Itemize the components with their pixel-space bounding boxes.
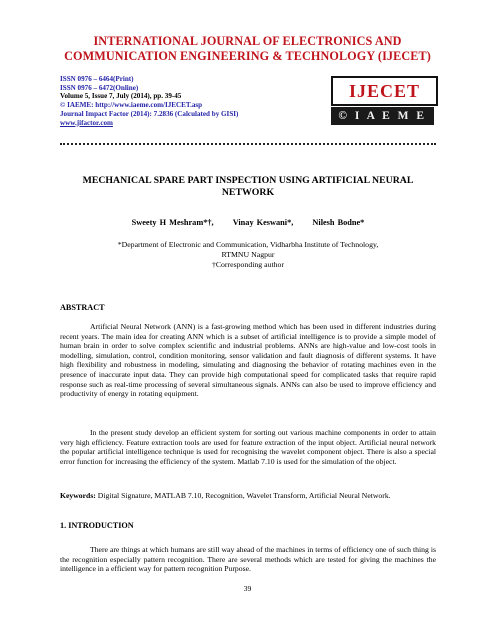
keywords-text: Digital Signature, MATLAB 7.10, Recognition, Wavelet Transform, Artificial Neural Network. [97,491,391,500]
impact-factor: Journal Impact Factor (2014): 7.2836 (Calculated by GISI) [60,109,239,118]
keywords-label: Keywords: [60,491,96,500]
journal-metadata [60,75,300,127]
header-divider [60,143,436,145]
author-list [60,218,436,227]
iaeme-badge [331,107,434,125]
iaeme-badge-text: © I A E M E [338,110,427,122]
affiliation-location: RTMNU Nagpur [221,250,275,259]
author-name: Nilesh Bodne* [312,218,365,227]
affiliation-department: *Department of Electronic and Communication, Vidharbha Institute of Technology, [117,240,379,249]
corresponding-author-note: †Corresponding author [211,260,285,269]
page-number: 39 [243,584,252,593]
volume-info: Volume 5, Issue 7, July (2014), pp. 39-45 [60,92,182,101]
keywords [60,491,436,501]
abstract-paragraph-2: In the present study develop an efficient system for sorting out various machine components in order to attain very high efficiency. Feature extraction tools are used for feature extraction of the input object. Artificial neural network the popular artificial intelligence technique is used for recognising the wavelet component object. There is also a special error function for increasing the efficiency of the system. Matlab 7.10 is used for the simulation of the object. [60,428,436,466]
journal-title-line1: INTERNATIONAL JOURNAL OF ELECTRONICS AND [93,34,402,48]
paper-title [62,175,434,198]
ijecet-logo [331,76,438,106]
journal-url[interactable]: © IAEME: http://www.iaeme.com/IJECET.asp [60,101,203,110]
journal-title-line2: COMMUNICATION ENGINEERING & TECHNOLOGY (IJECET) [64,49,431,63]
issn-print: ISSN 0976 – 6464(Print) [60,75,134,83]
journal-title [40,34,455,64]
author-name: Sweety H Meshram*†, [131,218,214,227]
paper-title-line1: MECHANICAL SPARE PART INSPECTION USING ARTIFICIAL NEURAL [82,175,414,186]
introduction-heading: 1. INTRODUCTION [60,521,134,530]
author-name: Vinay Keswani*, [232,218,294,227]
ijecet-logo-text: IJECET [348,80,421,101]
paper-title-line2: NETWORK [221,186,275,198]
abstract-paragraph-1: Artificial Neural Network (ANN) is a fast-growing method which has been used in different industries during recent years. The main idea for creating ANN which is a subset of artificial intelligence is to provide a simple model of human brain in order to solve complex scientific and industrial problems. ANNs are high-value and low-cost tools in modelling, simulation, control, condition monitoring, sensor validation and fault diagnosis of different systems. It have high flexibility and robustness in modeling, simulating and diagnosing the behavior of rotating machines even in the presence of inaccurate input data. They can provide high computational speed for complicated tasks that require rapid response such as real-time processing of several simultaneous signals. ANNs can also be used to improve efficiency and productivity of energy in rotating equipment. [60,322,436,399]
jifactor-link[interactable]: www.jifactor.com [60,118,113,127]
affiliation [70,240,426,270]
abstract-heading: ABSTRACT [60,303,105,312]
issn-online: ISSN 0976 – 6472(Online) [60,83,139,92]
introduction-paragraph-1: There are things at which humans are still way ahead of the machines in terms of efficiency one of such thing is the recognition especially pattern recognition. There are several methods which are tested for giving the machines the intelligence in a efficient way for pattern recognition Purpose. [60,545,436,574]
